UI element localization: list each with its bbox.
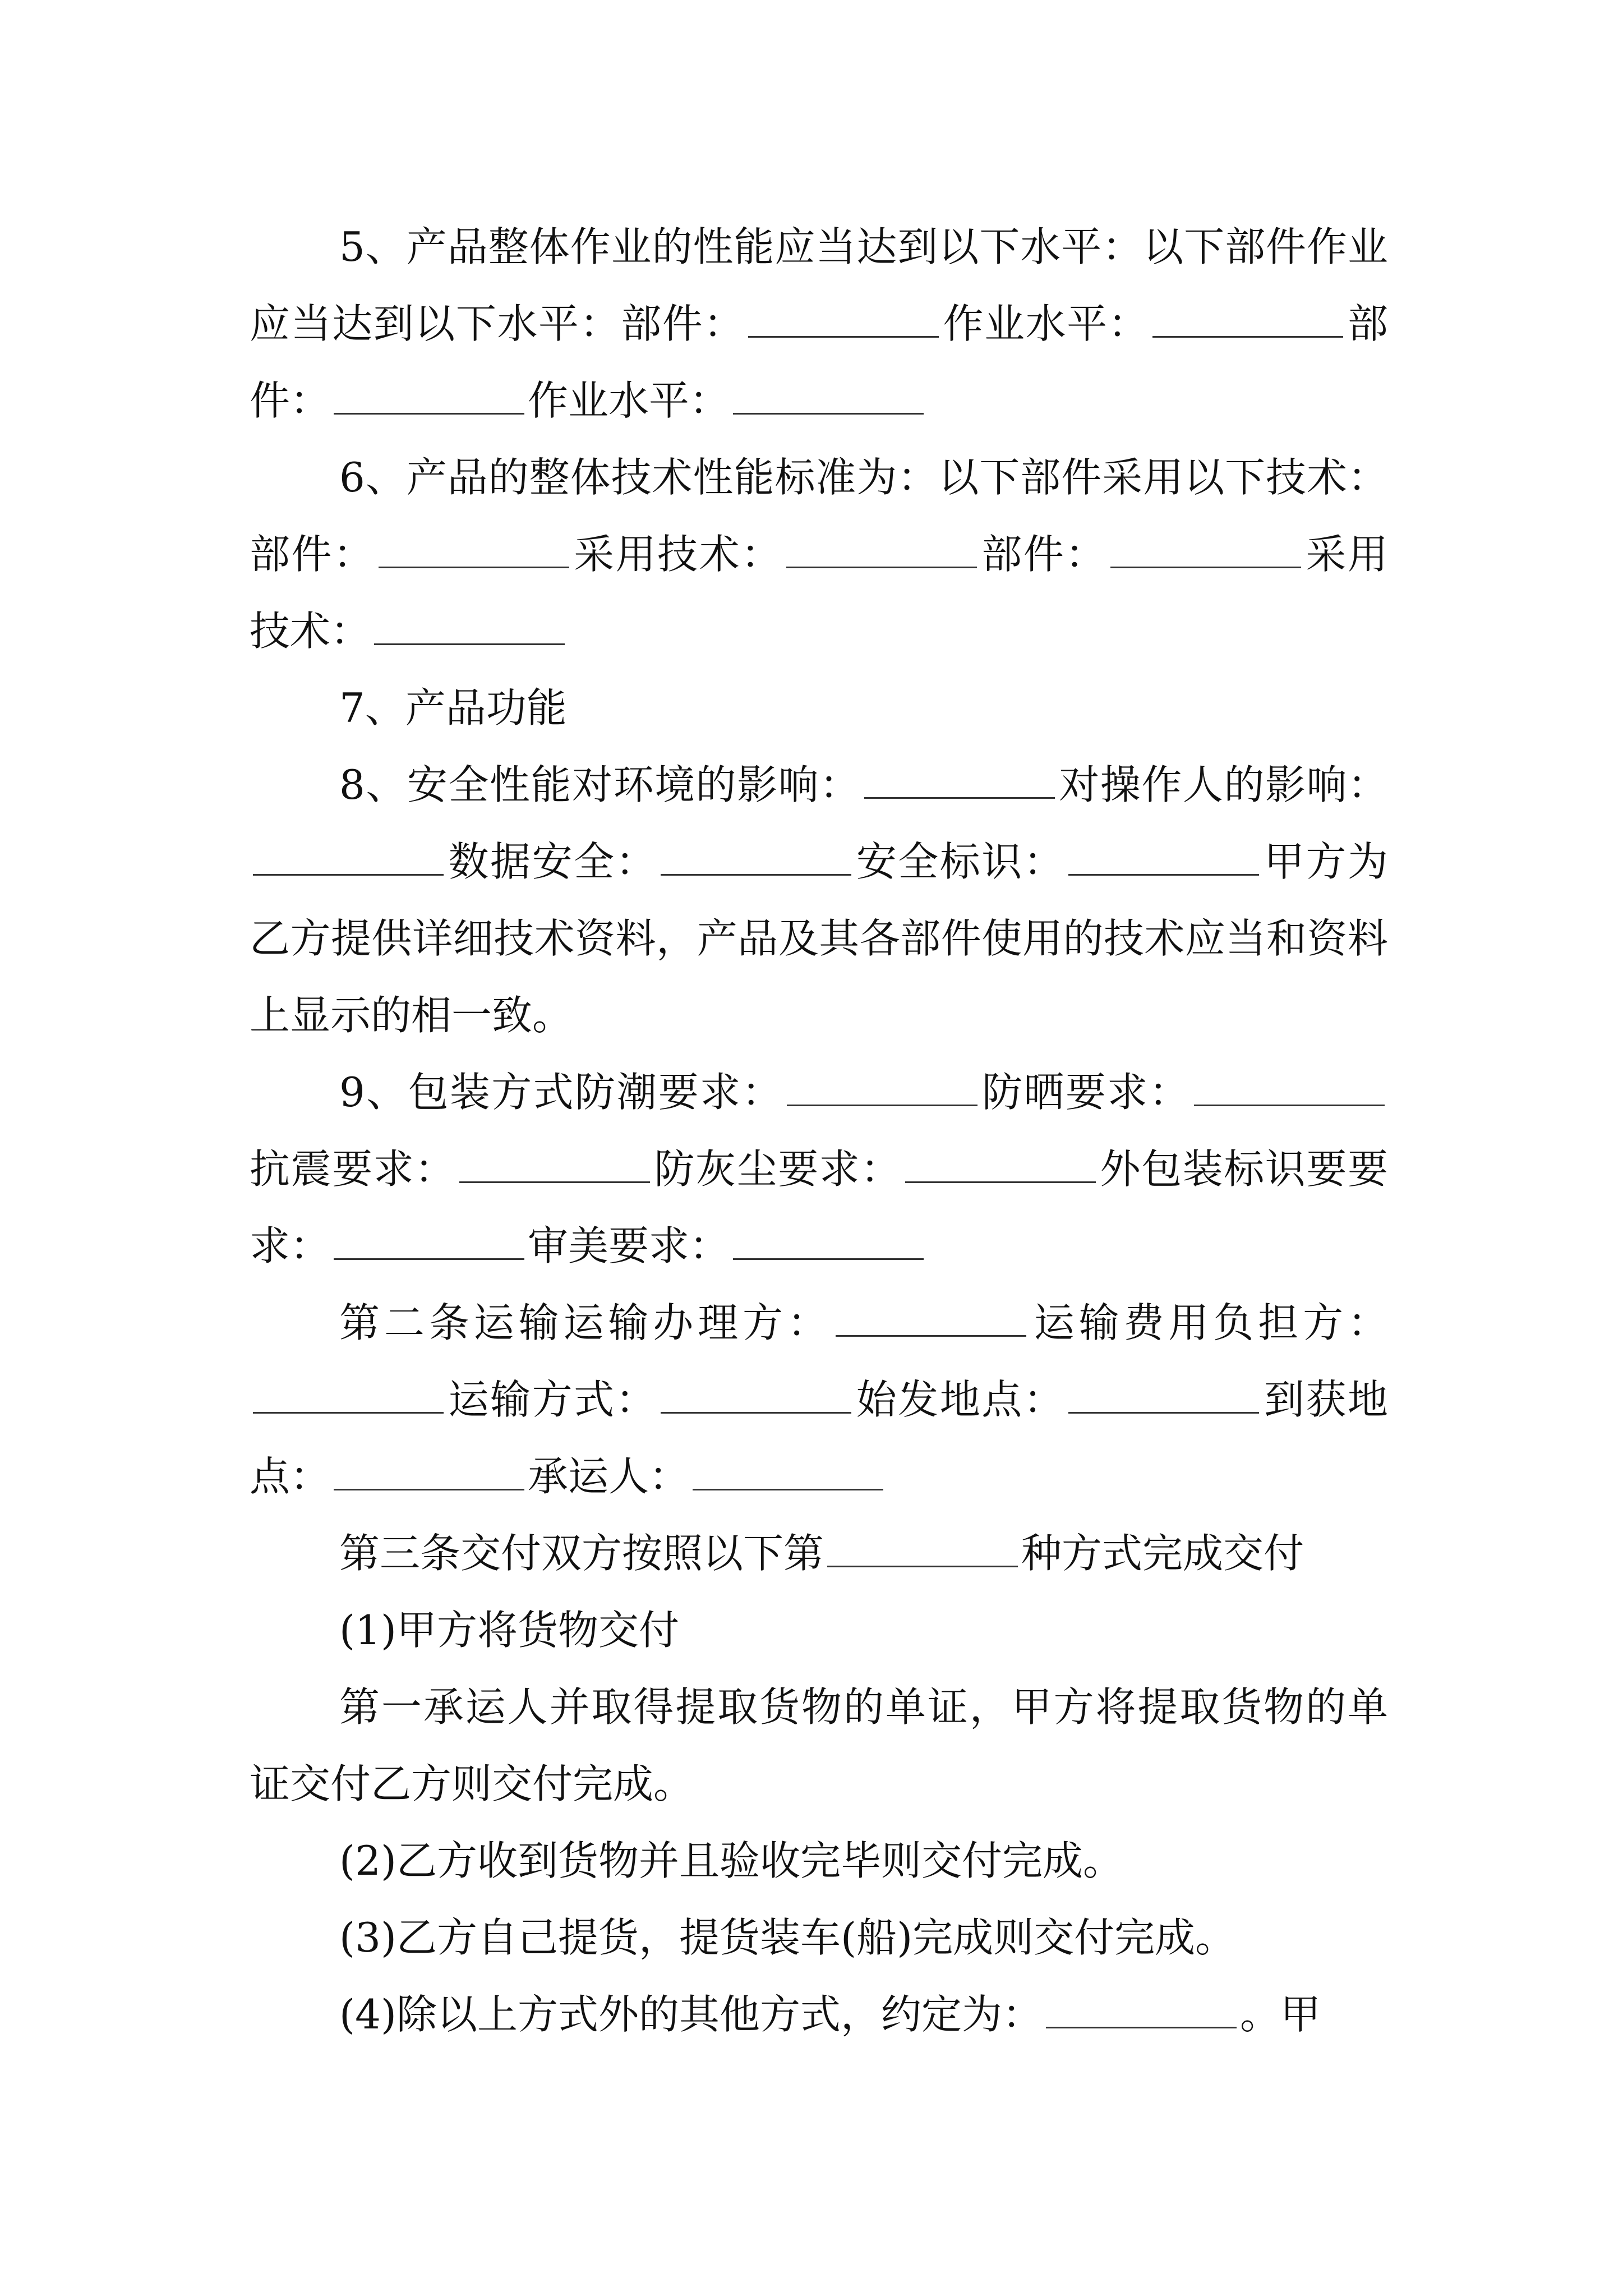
text-span: 安全标识： — [855, 838, 1066, 885]
blank-field — [1068, 1411, 1259, 1414]
text-span: 承运人： — [528, 1453, 690, 1500]
text-span: 始发地点： — [855, 1376, 1066, 1423]
blank-field — [334, 1488, 524, 1490]
blank-field — [1068, 873, 1259, 876]
blank-field — [748, 335, 939, 338]
blank-field — [1110, 566, 1301, 568]
text-span: 。甲 — [1240, 1991, 1321, 2038]
document-body — [250, 209, 1388, 2053]
text-span: (1)甲方将货物交付 — [339, 1607, 679, 1654]
blank-field — [253, 873, 444, 876]
text-span: 到获地点： — [250, 1376, 1388, 1500]
text-span: 7、产品功能 — [339, 684, 567, 731]
blank-field — [733, 1258, 924, 1260]
blank-field — [1194, 1104, 1385, 1106]
blank-field — [253, 1411, 444, 1414]
blank-field — [1046, 2026, 1237, 2028]
paragraph-item-9 — [250, 1054, 1388, 1285]
delivery-option-1 — [250, 1592, 1388, 1669]
blank-field — [459, 1181, 650, 1183]
text-span: 采用技术： — [572, 531, 783, 578]
text-span: (2)乙方收到货物并且验收完毕则交付完成。 — [339, 1837, 1123, 1884]
blank-field — [334, 412, 524, 415]
article-3-delivery — [250, 1515, 1388, 1592]
text-span: 6、产品的整体技术性能标准为：以下部件采用以下技术：部件： — [250, 454, 1388, 578]
blank-field — [661, 1411, 851, 1414]
text-span: 采用技术： — [250, 531, 1388, 655]
blank-field — [1152, 335, 1343, 338]
blank-field — [786, 566, 977, 568]
text-span: 防晒要求： — [980, 1069, 1191, 1116]
blank-field — [787, 1104, 978, 1106]
text-span: 作业水平： — [942, 300, 1150, 347]
blank-field — [374, 643, 565, 645]
blank-field — [334, 1258, 524, 1260]
text-span: 运输费用负担方： — [1029, 1299, 1388, 1346]
text-span: (3)乙方自己提货，提货装车(船)完成则交付完成。 — [339, 1914, 1236, 1961]
text-span: 种方式完成交付 — [1021, 1530, 1304, 1577]
delivery-option-1-detail — [250, 1669, 1388, 1823]
blank-field — [661, 873, 851, 876]
text-span: 部件： — [250, 300, 1388, 424]
text-span: 第一承运人并取得提取货物的单证，甲方将提取货物的单证交付乙方则交付完成。 — [250, 1683, 1388, 1807]
article-2-transport — [250, 1285, 1388, 1515]
text-span: 9、包装方式防潮要求： — [339, 1069, 783, 1116]
blank-field — [836, 1335, 1026, 1337]
text-span: (4)除以上方式外的其他方式，约定为： — [339, 1991, 1043, 2038]
delivery-option-3 — [250, 1899, 1388, 1976]
paragraph-item-7 — [250, 670, 1388, 747]
blank-field — [827, 1565, 1018, 1567]
blank-field — [379, 566, 569, 568]
text-span: 审美要求： — [528, 1222, 730, 1269]
text-span: 8、安全性能对环境的影响： — [339, 761, 861, 808]
blank-field — [864, 797, 1055, 799]
text-span: 运输方式： — [447, 1376, 658, 1423]
delivery-option-2 — [250, 1823, 1388, 1899]
text-span: 甲方为乙方提供详细技术资料，产品及其各部件使用的技术应当和资料上显示的相一致。 — [250, 838, 1388, 1039]
blank-field — [733, 412, 924, 415]
blank-field — [905, 1181, 1096, 1183]
text-span: 对操作人的影响： — [1058, 761, 1388, 808]
text-span: 防灰尘要求： — [653, 1145, 902, 1193]
text-span: 第三条交付双方按照以下第 — [339, 1530, 824, 1577]
paragraph-item-5 — [250, 209, 1388, 439]
text-span: 部件： — [980, 531, 1107, 578]
text-span: 数据安全： — [447, 838, 658, 885]
text-span: 抗震要求： — [250, 1145, 456, 1193]
text-span: 第二条运输运输办理方： — [339, 1299, 832, 1346]
paragraph-item-6 — [250, 439, 1388, 670]
paragraph-item-8 — [250, 747, 1388, 1054]
text-span: 外包装标识要要求： — [250, 1145, 1388, 1269]
text-span: 5、产品整体作业的性能应当达到以下水平：以下部件作业应当达到以下水平：部件： — [250, 223, 1388, 347]
delivery-option-4 — [250, 1976, 1388, 2053]
blank-field — [693, 1488, 883, 1490]
text-span: 作业水平： — [528, 377, 730, 424]
